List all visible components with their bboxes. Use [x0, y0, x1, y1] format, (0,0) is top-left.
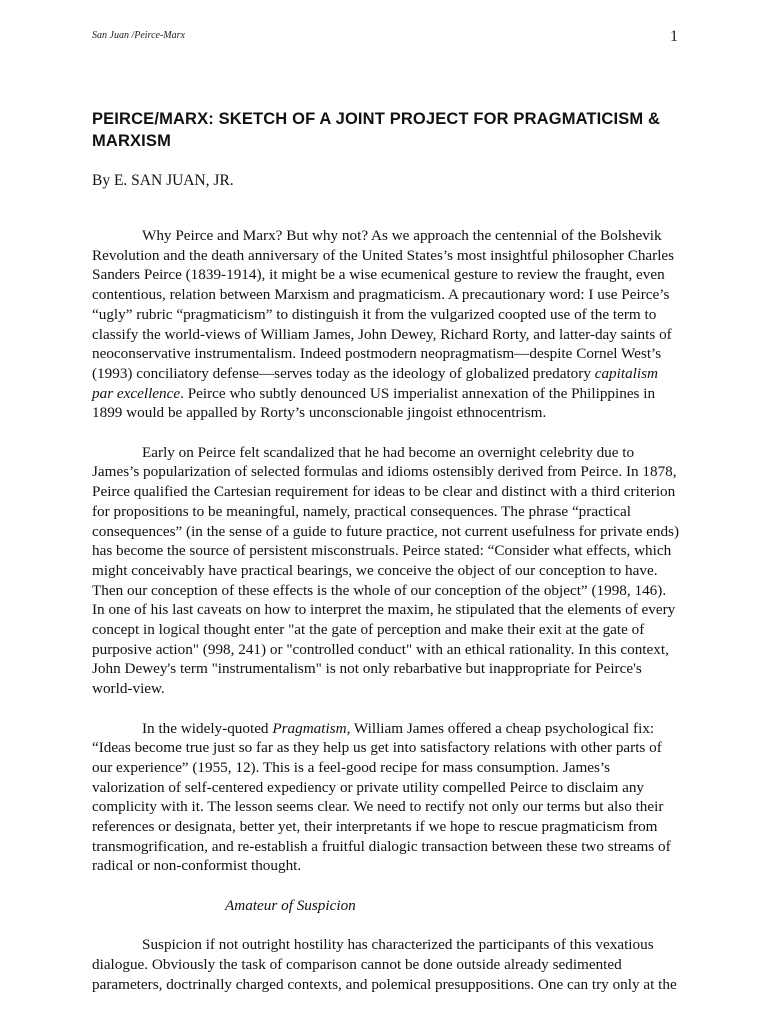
- document-title: PEIRCE/MARX: SKETCH OF A JOINT PROJECT FOR PRAGMATICISM & MARXISM: [92, 110, 661, 150]
- paragraph-1-text-b: . Peirce who subtly denounced US imperialist annexation of the Philippines in 1899 would be appalled by Rorty’s unconscionable jingoist ethnocentrism.: [92, 384, 656, 422]
- running-head: San Juan /Peirce-Marx: [92, 30, 185, 41]
- paragraph-3-emphasis: Pragmatism: [272, 719, 347, 737]
- paragraph-1: [92, 226, 680, 423]
- paragraph-3-text-b: , William James offered a cheap psychological fix: “Ideas become true just so far as they help us get into satisfactory relations with other parts of our experience” (1955, 12). This is a feel-good recipe for mass consumption. James’s valorization of self-centered expediency or private utility compelled Peirce to disclaim any complicity with it. The lesson seems clear. We need to rectify not only our terms but also their references or designata, better yet, their interpretants if we hope to rescue pragmaticism from transmogrification, and re-establish a fruitful dialogic transaction between these two streams of radical or non-conformist thought.: [92, 719, 671, 875]
- page-number: 1: [670, 28, 678, 45]
- paragraph-3-text-a: In the widely-quoted: [142, 719, 273, 737]
- document-body: [92, 226, 680, 994]
- paragraph-3: [92, 719, 680, 877]
- paragraph-4: Suspicion if not outright hostility has characterized the participants of this vexatious dialogue. Obviously the task of comparison cannot be done outside already sedimented parameters, doctrinally charged contexts, and polemical presuppositions. One can try only at the: [92, 936, 677, 993]
- paragraph-1-emphasis: capitalism par excellence: [92, 364, 658, 402]
- paragraph-1-text-a: Why Peirce and Marx? But why not? As we approach the centennial of the Bolshevik Revolution and the death anniversary of the United States’s most insightful philosopher Charles Sanders Peirce (1839-1914), it might be a wise ecumenical gesture to review the fraught, even contentious, relation between Marxism and pragmaticism. A precautionary word: I use Peirce’s “ugly” rubric “pragmaticism” to distinguish it from the vulgarized coopted use of the term to classify the world-views of William James, John Dewey, Richard Rorty, and latter-day saints of neoconservative instrumentalism. Indeed postmodern neopragmatism—despite Cornel West’s (1993) conciliatory defense—serves today as the ideology of globalized predatory: [92, 227, 675, 382]
- byline: By E. SAN JUAN, JR.: [92, 172, 234, 189]
- paragraph-2: Early on Peirce felt scandalized that he had become an overnight celebrity due to James’s popularization of selected formulas and idioms ostensibly derived from Peirce. In 1878, Peirce qualified the Cartesian requirement for ideas to be clear and distinct with a third criterion for propositions to be meaningful, namely, practical consequences. The phrase “practical consequences” (in the sense of a guide to future practice, not current usefulness for private ends) has become the source of persistent misconstruals. Peirce stated: “Consider what effects, which might conceivably have practical bearings, we conceive the object of our conception to have. Then our conception of these effects is the whole of our conception of the object” (1998, 146). In one of his last caveats on how to interpret the maxim, he stipulated that the elements of every concept in logical thought enter "at the gate of perception and make their exit at the gate of purposive action" (998, 241) or "controlled conduct" with an ethical rationality. In this context, John Dewey's term "instrumentalism" is not only rebarbative but inappropriate for Peirce's world-view.: [92, 443, 680, 698]
- section-heading: Amateur of Suspicion: [225, 896, 356, 914]
